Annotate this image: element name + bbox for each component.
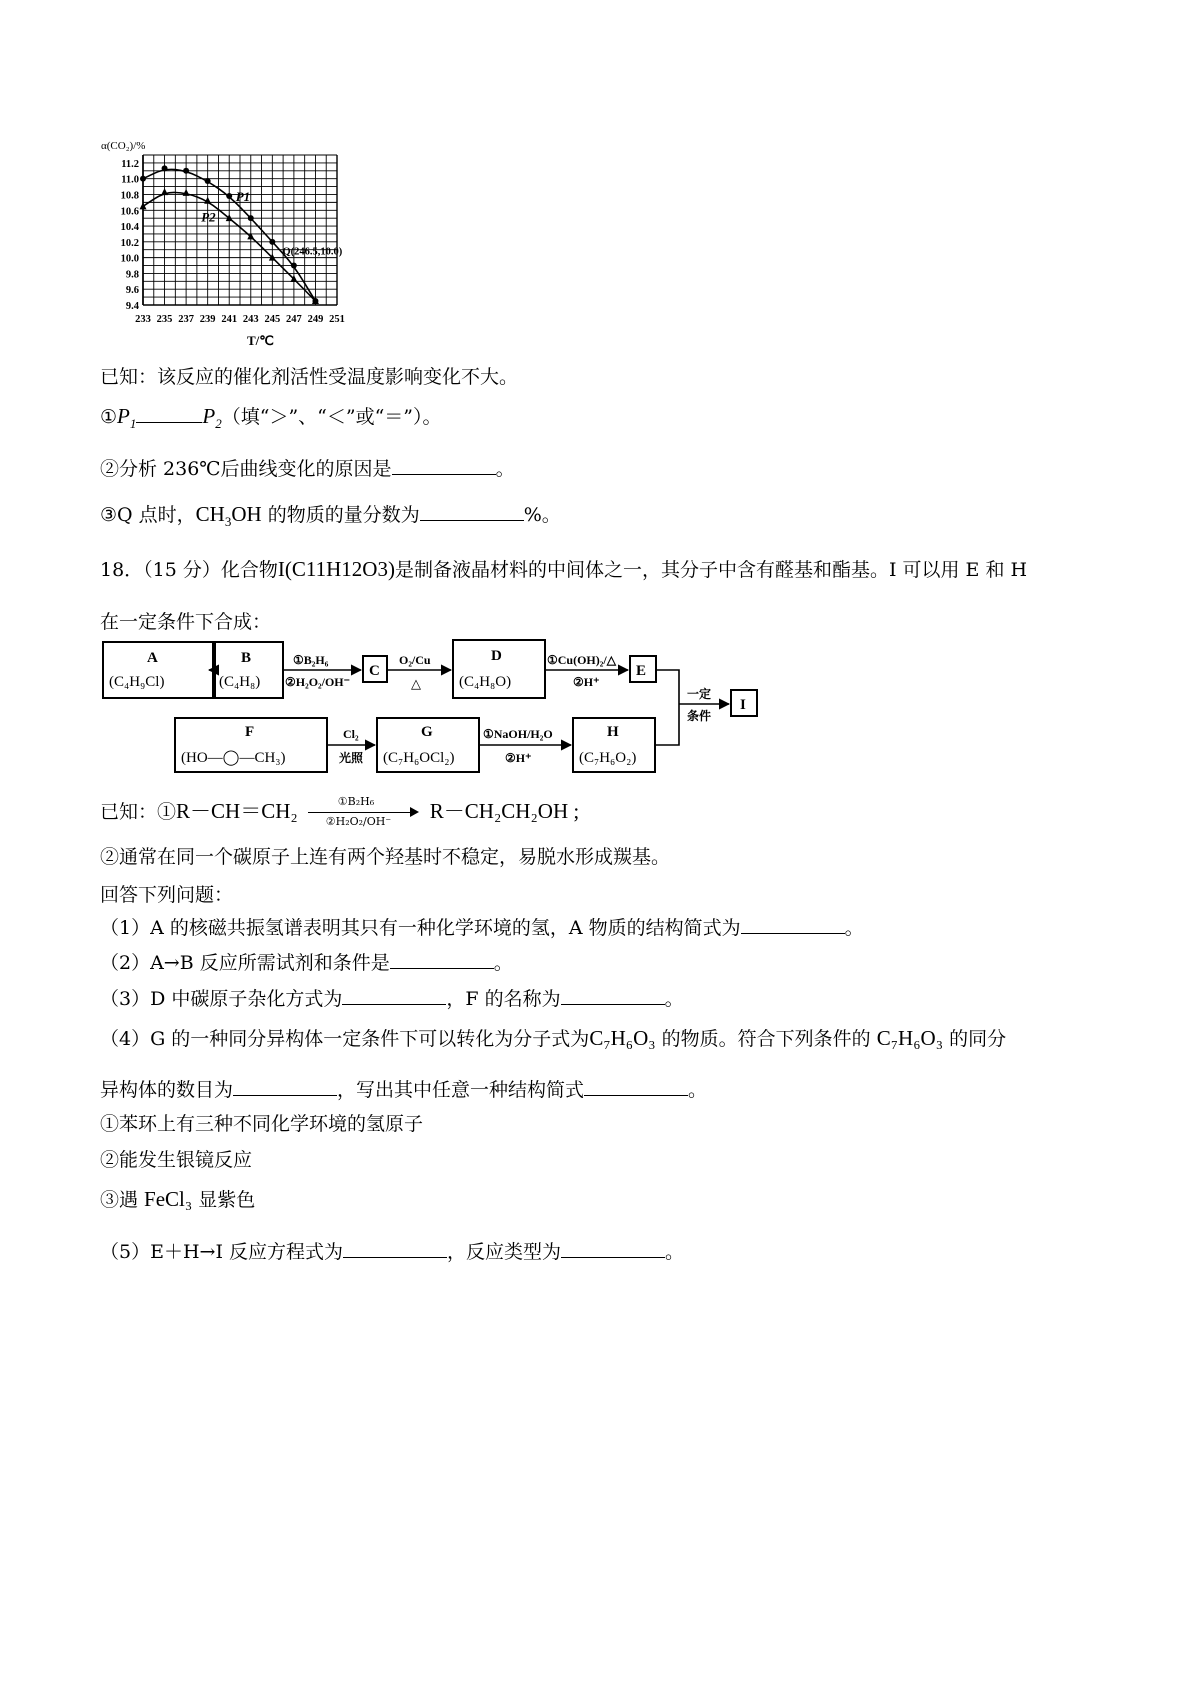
known-1 (100, 795, 580, 828)
connector-h (655, 704, 679, 745)
condition-1: ①苯环上有三种不同化学环境的氢原子 (100, 1113, 424, 1135)
a5-end: 。 (665, 1241, 685, 1263)
cond-ei-bottom: 条件 (687, 709, 712, 723)
condition-2: ②能发生银镜反应 (100, 1149, 253, 1171)
condition-3 (100, 1185, 255, 1212)
answer-intro: 回答下列问题： (100, 884, 234, 906)
formula-g: (C₇H₆OCl₂) (383, 750, 455, 766)
p18-rest: 是制备液晶材料的中间体之一，其分子中含有醛基和酯基。I 可以用 E 和 H (394, 559, 1028, 581)
a3-blank-1[interactable] (342, 986, 446, 1005)
cond-fg-top: Cl₂ (343, 727, 359, 741)
p18-start: 18．（15 分）化合物 (100, 559, 278, 581)
x-tick-label: 235 (156, 314, 173, 325)
chart-annotation-p2: P2 (201, 209, 216, 225)
cond-gh-bottom: ②H⁺ (505, 751, 532, 765)
y-tick-label: 10.8 (120, 190, 139, 202)
a2-text: （2）A→B 反应所需试剂和条件是 (100, 952, 390, 974)
a4-line2-end: 。 (688, 1079, 708, 1101)
y-tick-label: 9.4 (125, 301, 139, 312)
a5-text-b: ，反应类型为 (447, 1241, 562, 1263)
synthesis-scheme (95, 630, 775, 780)
answer-4 (100, 1024, 1006, 1051)
a4-line2-a: 异构体的数目为 (100, 1079, 234, 1101)
q3-prefix: ③Q 点时， (100, 504, 196, 526)
c3-text-a: ③遇 (100, 1189, 145, 1211)
a4-text-b: 的物质。符合下列条件的 (655, 1028, 877, 1050)
a3-end: 。 (664, 988, 684, 1010)
q2-blank[interactable] (392, 456, 496, 475)
q3-blank[interactable] (420, 502, 524, 521)
q2-text: ②分析 236℃后曲线变化的原因是 (100, 458, 392, 480)
q1-suffix: （填“＞”、“＜”或“＝”）。 (221, 406, 442, 428)
question-2 (100, 454, 515, 481)
point-p1 (291, 263, 297, 269)
answer-5 (100, 1237, 684, 1264)
point-p2 (226, 214, 233, 221)
known1-arrow (308, 795, 420, 828)
chart-annotation-q: Q(246.5,10.0) (282, 246, 343, 258)
cond-ei-top: 一定 (687, 687, 712, 701)
y-tick-label: 11.0 (121, 174, 139, 186)
x-tick-label: 245 (264, 314, 281, 325)
y-tick-label: 10.0 (120, 253, 139, 265)
point-p2 (183, 189, 190, 196)
label-i: I (740, 697, 746, 713)
a4-blank-1[interactable] (233, 1077, 337, 1096)
label-g: G (421, 724, 433, 740)
question-3 (100, 500, 561, 530)
label-b: B (241, 650, 252, 666)
label-f: F (245, 724, 255, 740)
known-2: ②通常在同一个碳原子上连有两个羟基时不稳定，易脱水形成羰基。 (100, 846, 671, 868)
x-tick-label: 251 (329, 314, 345, 325)
chart-x-ticks (135, 314, 345, 325)
formula-f: (HO—◯—CH₃) (181, 750, 286, 766)
chart-annotation-p1: P1 (235, 188, 251, 204)
cond-cd-bottom: △ (411, 676, 421, 691)
q3-mid: 的物质的量分数为 (261, 504, 420, 526)
label-h: H (607, 724, 619, 740)
point-p1 (269, 239, 275, 245)
a1-blank[interactable] (741, 915, 845, 934)
a1-text: （1）A 的核磁共振氢谱表明其只有一种化学环境的氢，A 物质的结构简式为 (100, 917, 741, 939)
answer-1 (100, 913, 864, 940)
q3-end: %。 (523, 504, 561, 526)
x-tick-label: 241 (221, 314, 238, 325)
problem-18-line2: 在一定条件下合成： (100, 611, 272, 633)
a4-formula-1: C₇H₆O₃ (589, 1026, 656, 1050)
cond-de-top: ①Cu(OH)₂/△ (547, 653, 616, 667)
answer-3 (100, 984, 684, 1011)
q3-formula: $CH_3OH$ (195, 502, 262, 530)
a4-line2-b: ，写出其中任意一种结构简式 (337, 1079, 585, 1101)
x-tick-label: 239 (199, 314, 216, 325)
known1-lhs: R－CH＝CH₂ (176, 799, 298, 823)
c3-text-b: 显紫色 (192, 1189, 256, 1211)
y-tick-label: 9.6 (125, 285, 139, 297)
a3-text-b: ，F 的名称为 (446, 988, 561, 1010)
cond-de-bottom: ②H⁺ (573, 675, 600, 689)
chart-ylabel: α(CO₂)/% (101, 140, 146, 152)
q1-p2: $P_2$ (202, 404, 222, 432)
a3-text-a: （3）D 中碳原子杂化方式为 (100, 988, 343, 1010)
cond-fg-bottom: 光照 (339, 751, 364, 765)
formula-b: (C₄H₈) (219, 674, 261, 690)
label-d: D (491, 648, 502, 664)
a5-blank-2[interactable] (561, 1239, 665, 1258)
q1-blank[interactable] (136, 404, 202, 423)
alpha-co2-temperature-chart (95, 135, 395, 350)
point-p1 (205, 178, 211, 184)
point-p2 (161, 188, 168, 195)
cond-bc-bottom: ②H₂O₂/OH⁻ (285, 675, 350, 689)
point-p2 (247, 232, 254, 239)
point-p1 (226, 193, 232, 199)
y-tick-label: 10.4 (120, 222, 139, 234)
known-catalyst: 已知：该反应的催化剂活性受温度影响变化不大。 (100, 366, 519, 388)
c3-formula: FeCl₃ (144, 1187, 193, 1211)
known1-cond-top: ①B₂H₆ (337, 795, 375, 808)
known1-rhs: R－CH₂CH₂OH ; (429, 799, 580, 823)
y-tick-label: 9.8 (125, 269, 139, 281)
connector-e (656, 670, 679, 704)
a4-text-a: （4）G 的一种同分异构体一定条件下可以转化为分子式为 (100, 1028, 590, 1050)
a4-text-c: 的同分 (943, 1028, 1007, 1050)
a3-blank-2[interactable] (561, 986, 665, 1005)
a5-text-a: （5）E＋H→I 反应方程式为 (100, 1241, 343, 1263)
a2-end: 。 (493, 952, 513, 974)
q1-p1: $P_1$ (117, 404, 137, 432)
q2-end: 。 (495, 458, 515, 480)
q1-prefix: ① (100, 406, 118, 428)
chart-xlabel: T/℃ (247, 333, 274, 348)
point-p1 (162, 165, 168, 171)
x-tick-label: 249 (307, 314, 324, 325)
x-tick-label: 247 (286, 314, 302, 325)
a1-end: 。 (844, 917, 864, 939)
cond-bc-top: ①B₂H₆ (293, 653, 329, 667)
formula-h: (C₇H₆O₂) (579, 750, 637, 766)
x-tick-label: 243 (242, 314, 259, 325)
cond-cd-top: O₂/Cu (399, 653, 431, 667)
cond-gh-top: ①NaOH/H₂O (483, 727, 553, 741)
label-e: E (636, 663, 647, 679)
point-p2 (140, 202, 147, 209)
y-tick-label: 11.2 (121, 158, 139, 170)
y-tick-label: 10.6 (120, 206, 139, 218)
a4-formula-2: C₇H₆O₃ (876, 1026, 944, 1050)
p18-formula: I(C11H12O3) (277, 557, 395, 581)
y-tick-label: 10.2 (120, 237, 139, 249)
label-a: A (147, 650, 158, 666)
point-p1 (248, 215, 254, 221)
point-p1 (183, 168, 189, 174)
answer-4-line2 (100, 1075, 707, 1102)
formula-d: (C₄H₈O) (459, 674, 512, 690)
x-tick-label: 233 (135, 314, 151, 325)
known1-prefix: 已知：① (100, 801, 177, 823)
chart-y-ticks (121, 159, 140, 312)
question-1 (100, 402, 442, 432)
label-c: C (369, 663, 380, 679)
known1-cond-bottom: ②H₂O₂/OH⁻ (325, 815, 392, 828)
chart-grid (143, 155, 337, 305)
point-p1 (140, 176, 146, 182)
x-tick-label: 237 (178, 314, 194, 325)
a4-blank-2[interactable] (584, 1077, 688, 1096)
a2-blank[interactable] (390, 950, 494, 969)
answer-2 (100, 948, 513, 975)
formula-a: (C₄H₉Cl) (109, 674, 165, 690)
problem-18-title (100, 555, 1027, 582)
a5-blank-1[interactable] (343, 1239, 447, 1258)
